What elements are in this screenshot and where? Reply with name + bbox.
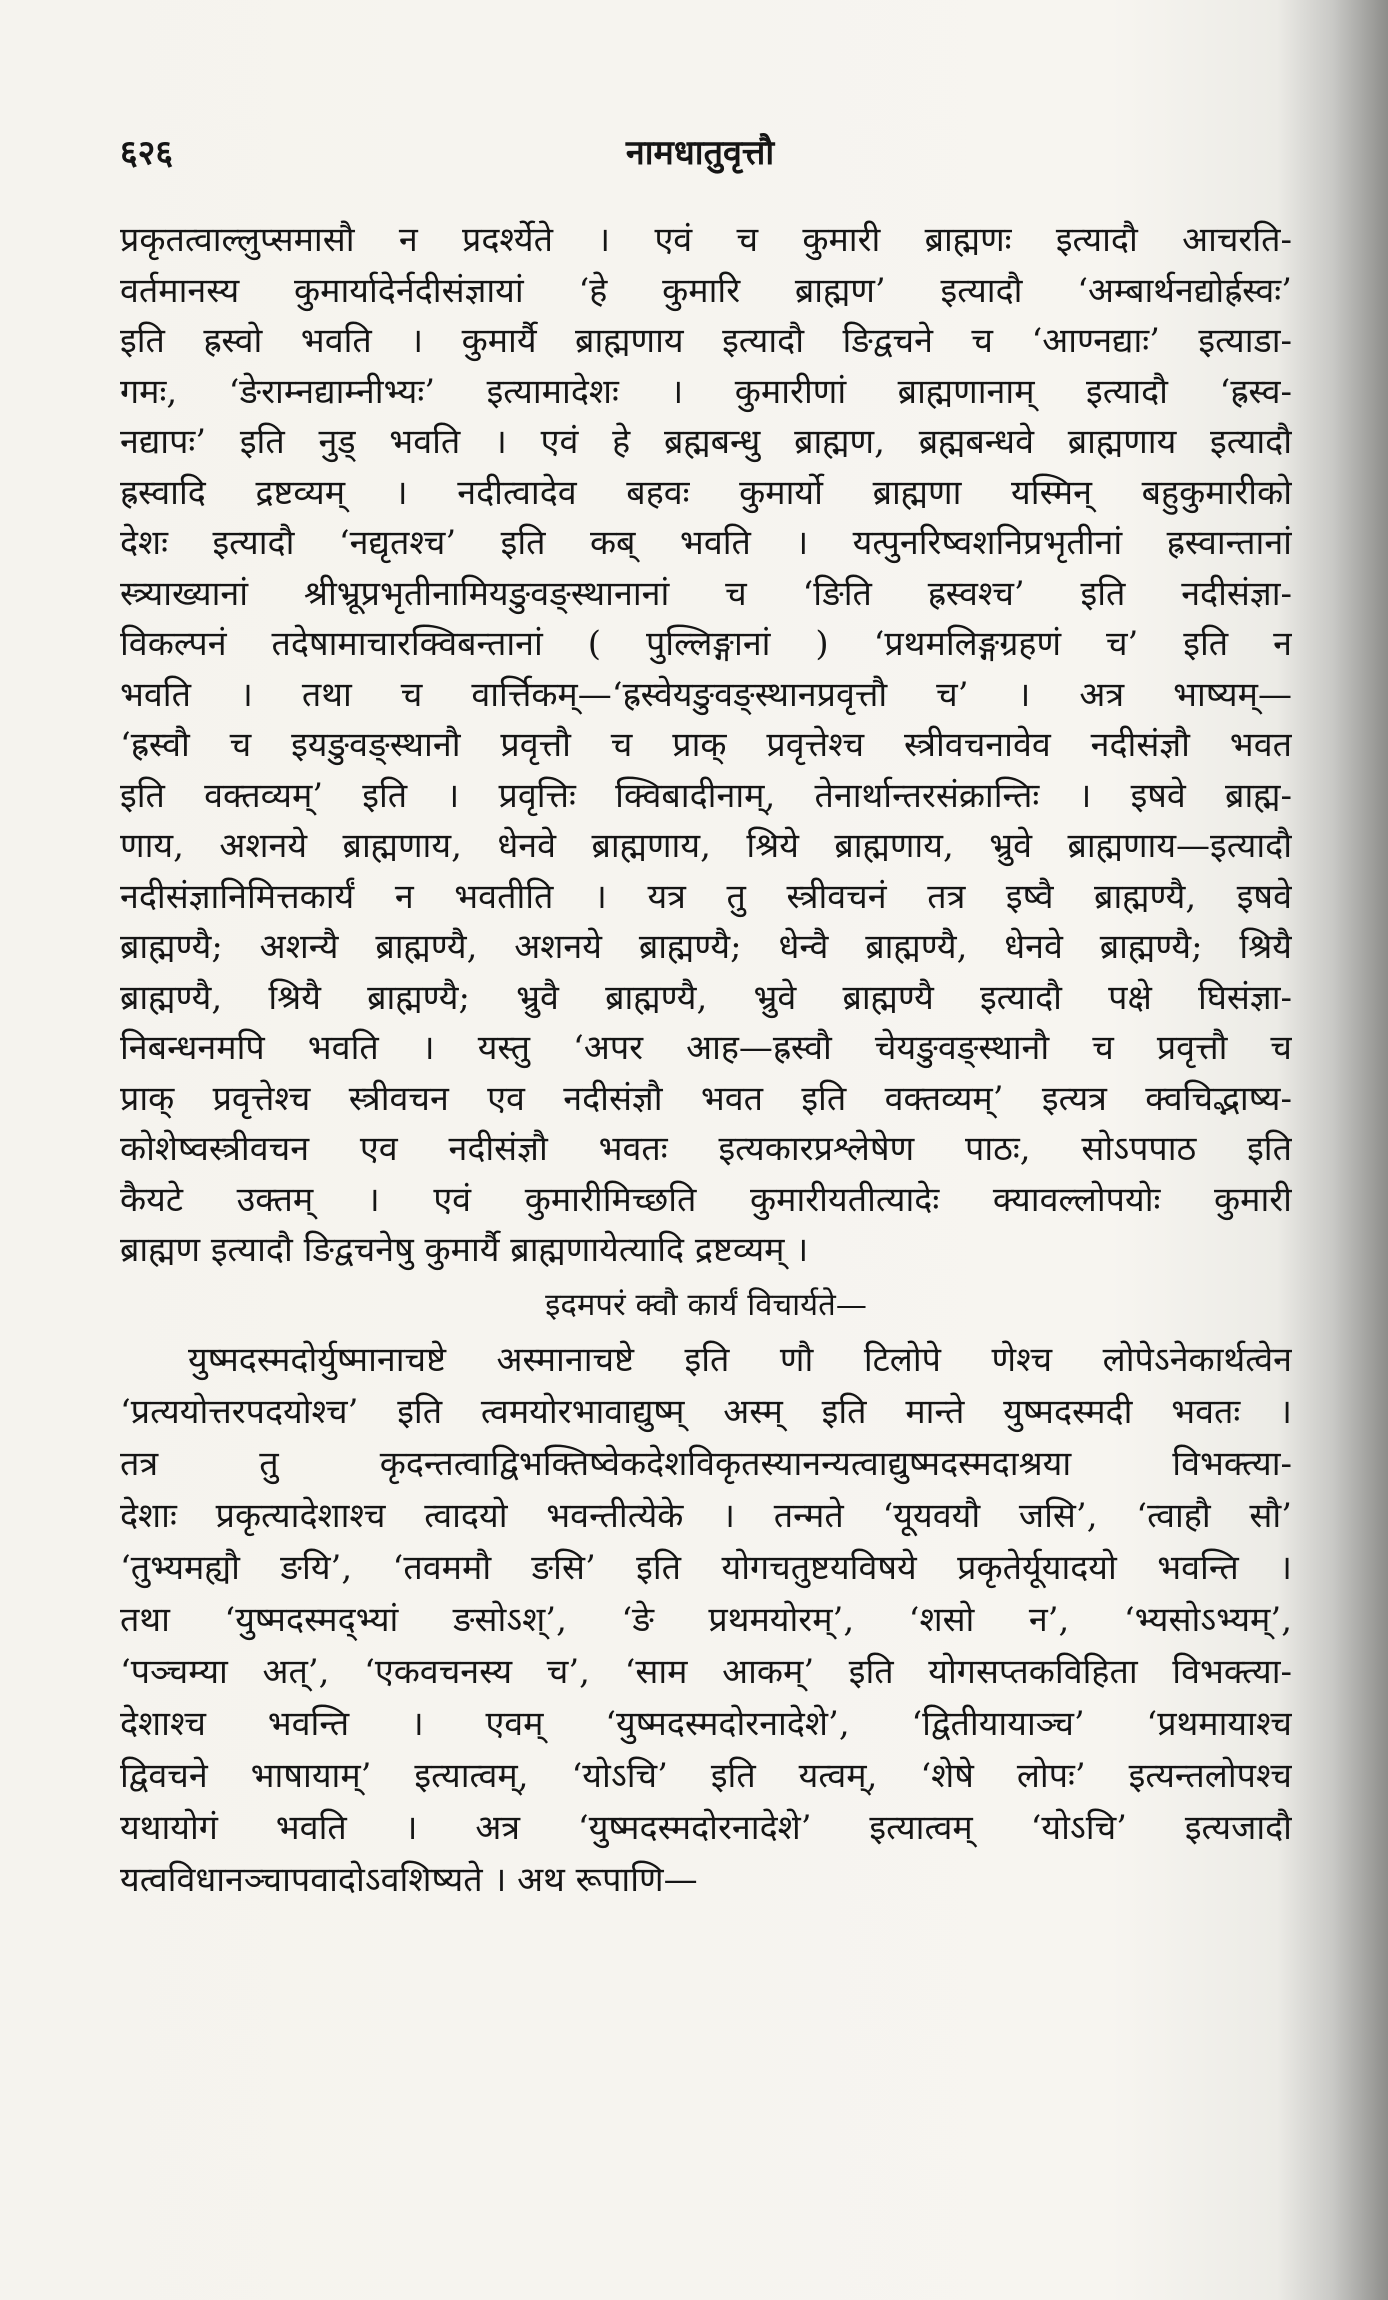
running-title: नामधातुवृत्तौ (625, 133, 775, 173)
text-line: स्त्र्याख्यानां श्रीभ्रूप्रभृतीनामियङुवङ्स्थानानां च ‘ङिति ह्रस्वश्च’ इति नदीसंज्ञा- (120, 573, 1292, 614)
text-line: तत्र तु कृदन्तत्वाद्विभक्तिष्वेकदेशविकृतस्यानन्यत्वाद्युष्मदस्मदाश्रया विभक्त्या- (120, 1443, 1292, 1484)
text-line: यत्वविधानञ्चापवादोऽवशिष्यते । अथ रूपाणि— (120, 1859, 698, 1900)
text-line: देशः इत्यादौ ‘नद्यृतश्च’ इति कब् भवति । यत्पुनरिष्वशनिप्रभृतीनां ह्रस्वान्तानां (120, 523, 1292, 563)
text-line: निबन्धनमपि भवति । यस्तु ‘अपर आह—ह्रस्वौ चेयङुवङ्स्थानौ च प्रवृत्तौ च (120, 1028, 1292, 1068)
text-line: तथा ‘युष्मदस्मद्भ्यां ङसोऽश्’, ‘ङे प्रथमयोरम्’, ‘शसो न’, ‘भ्यसोऽभ्यम्’, (120, 1599, 1292, 1640)
text-line: कैयटे उक्तम् । एवं कुमारीमिच्छति कुमारीयतीत्यादेः क्यावल्लोपयोः कुमारी (120, 1179, 1292, 1220)
text-line: युष्मदस्मदोर्युष्मानाचष्टे अस्मानाचष्टे इति णौ टिलोपे णेश्च लोपेऽनेकार्थत्वेन (188, 1339, 1292, 1380)
text-line: नदीसंज्ञानिमित्तकार्यं न भवतीति । यत्र तु स्त्रीवचनं तत्र इष्वै ब्राह्मण्यै, इषवे (120, 876, 1292, 917)
section-subheading: इदमपरं क्वौ कार्यं विचार्यते— (545, 1286, 867, 1323)
text-line: भवति । तथा च वार्त्तिकम्—‘ह्रस्वेयङुवङ्स्थानप्रवृत्तौ च’ । अत्र भाष्यम्— (120, 674, 1292, 715)
text-line: वर्तमानस्य कुमार्यादेर्नदीसंज्ञायां ‘हे कुमारि ब्राह्मण’ इत्यादौ ‘अम्बार्थनद्योर्ह्रस्वः’ (120, 270, 1292, 311)
text-line: देशाश्च भवन्ति । एवम् ‘युष्मदस्मदोरनादेशे’, ‘द्वितीयायाञ्च’ ‘प्रथमायाश्च (120, 1703, 1292, 1744)
text-line: प्राक् प्रवृत्तेश्च स्त्रीवचन एव नदीसंज्ञौ भवत इति वक्तव्यम्’ इत्यत्र क्वचिद्भाष्य- (120, 1078, 1292, 1119)
text-line: ‘प्रत्ययोत्तरपदयोश्च’ इति त्वमयोरभावाद्युष्म् अस्म् इति मान्ते युष्मदस्मदी भवतः । (120, 1391, 1292, 1432)
text-line: ब्राह्मण्यै; अशन्यै ब्राह्मण्यै, अशनये ब्राह्मण्यै; धेन्वै ब्राह्मण्यै, धेनवे ब्राह्मण्यै; श्रियै (120, 927, 1292, 967)
text-line: ह्रस्वादि द्रष्टव्यम् । नदीत्वादेव बहवः कुमार्यो ब्राह्मणा यस्मिन् बहुकुमारीको (120, 472, 1292, 513)
text-line: ‘पञ्चम्या अत्’, ‘एकवचनस्य च’, ‘साम आकम्’ इति योगसप्तकविहिता विभक्त्या- (120, 1651, 1292, 1692)
text-line: इति ह्रस्वो भवति । कुमार्यै ब्राह्मणाय इत्यादौ ङिद्वचने च ‘आण्नद्याः’ इत्याडा- (120, 321, 1292, 361)
page-number: ६२६ (120, 133, 174, 173)
text-line: ब्राह्मण इत्यादौ ङिद्वचनेषु कुमार्यै ब्राह्मणायेत्यादि द्रष्टव्यम् । (120, 1230, 809, 1270)
text-line: ब्राह्मण्यै, श्रियै ब्राह्मण्यै; भ्रुवै ब्राह्मण्यै, भ्रुवे ब्राह्मण्यै इत्यादौ पक्षे घिसंज्ञा- (120, 977, 1292, 1018)
text-line: कोशेष्वस्त्रीवचन एव नदीसंज्ञौ भवतः इत्यकारप्रश्लेषेण पाठः, सोऽपपाठ इति (120, 1129, 1292, 1169)
text-line: देशाः प्रकृत्यादेशाश्च त्वादयो भवन्तीत्येके । तन्मते ‘यूयवयौ जसि’, ‘त्वाहौ सौ’ (120, 1495, 1292, 1536)
text-line: द्विवचने भाषायाम्’ इत्यात्वम्, ‘योऽचि’ इति यत्वम्, ‘शेषे लोपः’ इत्यन्तलोपश्च (120, 1755, 1292, 1796)
text-line: गमः, ‘ङेराम्नद्याम्नीभ्यः’ इत्यामादेशः । कुमारीणां ब्राह्मणानाम् इत्यादौ ‘ह्रस्व- (120, 371, 1292, 412)
text-line: प्रकृतत्वाल्लुप्समासौ न प्रदर्श्येते । एवं च कुमारी ब्राह्मणः इत्यादौ आचरति- (120, 220, 1292, 260)
page-header (120, 128, 1280, 178)
text-line: नद्यापः’ इति नुड् भवति । एवं हे ब्रह्मबन्धु ब्राह्मण, ब्रह्मबन्धवे ब्राह्मणाय इत्यादौ (120, 422, 1292, 462)
text-line: यथायोगं भवति । अत्र ‘युष्मदस्मदोरनादेशे’ इत्यात्वम् ‘योऽचि’ इत्यजादौ (120, 1807, 1292, 1848)
text-line: ‘ह्रस्वौ च इयङुवङ्स्थानौ प्रवृत्तौ च प्राक् प्रवृत्तेश्च स्त्रीवचनावेव नदीसंज्ञौ भवत (120, 725, 1292, 765)
text-line: इति वक्तव्यम्’ इति । प्रवृत्तिः क्विबादीनाम्, तेनार्थान्तरसंक्रान्तिः । इषवे ब्राह्म- (120, 775, 1292, 816)
page-body (120, 215, 1292, 1906)
text-line: ‘तुभ्यमह्यौ ङयि’, ‘तवममौ ङसि’ इति योगचतुष्टयविषये प्रकृतेर्यूयादयो भवन्ति । (120, 1547, 1292, 1588)
paragraph-1 (120, 215, 1292, 1276)
paragraph-2 (120, 1334, 1292, 1906)
text-line: णाय, अशनये ब्राह्मणाय, धेनवे ब्राह्मणाय, श्रिये ब्राह्मणाय, भ्रुवे ब्राह्मणाय—इत्यादौ (120, 826, 1292, 866)
text-line: विकल्पनं तदेषामाचारक्विबन्तानां ( पुल्लिङ्गानां ) ‘प्रथमलिङ्गग्रहणं च’ इति न (120, 624, 1292, 664)
